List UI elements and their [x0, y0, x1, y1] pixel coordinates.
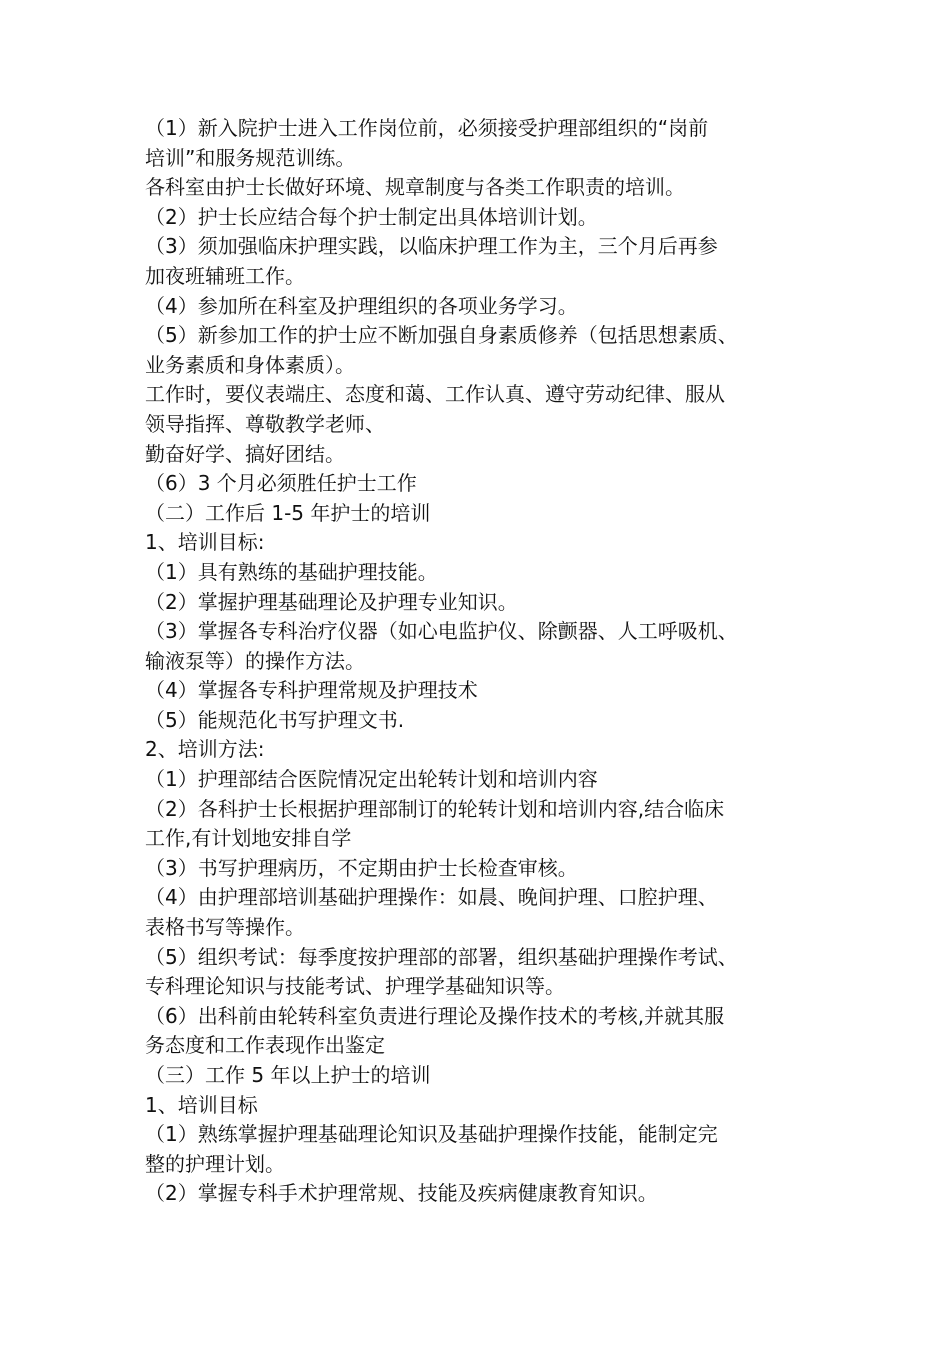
section-heading: （三）工作 5 年以上护士的培训: [145, 1063, 431, 1087]
text-line: 勤奋好学、搞好团结。: [145, 441, 345, 466]
text-line: 各科室由护士长做好环境、规章制度与各类工作职责的培训。: [145, 175, 685, 200]
text-line: （2）护士长应结合每个护士制定出具体培训计划。: [145, 204, 598, 229]
text-line: （4）掌握各专科护理常规及护理技术: [145, 678, 478, 703]
text-line: （3）掌握各专科治疗仪器（如心电监护仪、除颤器、人工呼吸机、: [145, 619, 738, 644]
text-line: 务态度和工作表现作出鉴定: [145, 1033, 385, 1058]
text-line: （5）组织考试：每季度按护理部的部署，组织基础护理操作考试、: [145, 944, 738, 969]
text-line: （3）须加强临床护理实践，以临床护理工作为主，三个月后再参: [145, 234, 718, 259]
subsection-heading: 1、培训目标: [145, 1092, 258, 1117]
text-line: （1）新入院护士进入工作岗位前，必须接受护理部组织的“岗前: [145, 116, 709, 140]
text-line: （5）新参加工作的护士应不断加强自身素质修养（包括思想素质、: [145, 323, 738, 348]
text-line: 加夜班辅班工作。: [145, 263, 305, 288]
text-line: 培训”和服务规范训练。: [145, 145, 356, 170]
text-line: （4）由护理部培训基础护理操作：如晨、晚间护理、口腔护理、: [145, 885, 718, 910]
text-line: （6）3 个月必须胜任护士工作: [145, 471, 417, 496]
text-line: （1）具有熟练的基础护理技能。: [145, 559, 438, 584]
text-line: 输液泵等）的操作方法。: [145, 648, 365, 673]
section-heading: （二）工作后 1-5 年护士的培训: [145, 500, 431, 525]
text-line: （2）掌握专科手术护理常规、技能及疾病健康教育知识。: [145, 1181, 658, 1206]
text-line: （4）参加所在科室及护理组织的各项业务学习。: [145, 293, 578, 318]
text-line: 工作,有计划地安排自学: [145, 826, 352, 851]
text-line: 专科理论知识与技能考试、护理学基础知识等。: [145, 974, 565, 999]
subsection-heading: 1、培训目标:: [145, 530, 265, 555]
text-line: 领导指挥、尊敬教学老师、: [145, 411, 385, 436]
text-line: （1）护理部结合医院情况定出轮转计划和培训内容: [145, 767, 598, 792]
subsection-heading: 2、培训方法:: [145, 737, 265, 762]
text-line: （2）掌握护理基础理论及护理专业知识。: [145, 589, 518, 614]
text-line: 工作时，要仪表端庄、态度和蔼、工作认真、遵守劳动纪律、服从: [145, 382, 725, 407]
document-body: [145, 114, 805, 1209]
text-line: 整的护理计划。: [145, 1151, 285, 1176]
text-line: （3）书写护理病历，不定期由护士长检查审核。: [145, 855, 578, 880]
text-line: （1）熟练掌握护理基础理论知识及基础护理操作技能，能制定完: [145, 1122, 718, 1147]
text-line: （5）能规范化书写护理文书.: [145, 707, 405, 732]
text-line: （6）出科前由轮转科室负责进行理论及操作技术的考核,并就其服: [145, 1003, 725, 1028]
text-line: （2）各科护士长根据护理部制订的轮转计划和培训内容,结合临床: [145, 796, 725, 821]
text-line: 表格书写等操作。: [145, 915, 305, 940]
text-line: 业务素质和身体素质）。: [145, 352, 355, 377]
